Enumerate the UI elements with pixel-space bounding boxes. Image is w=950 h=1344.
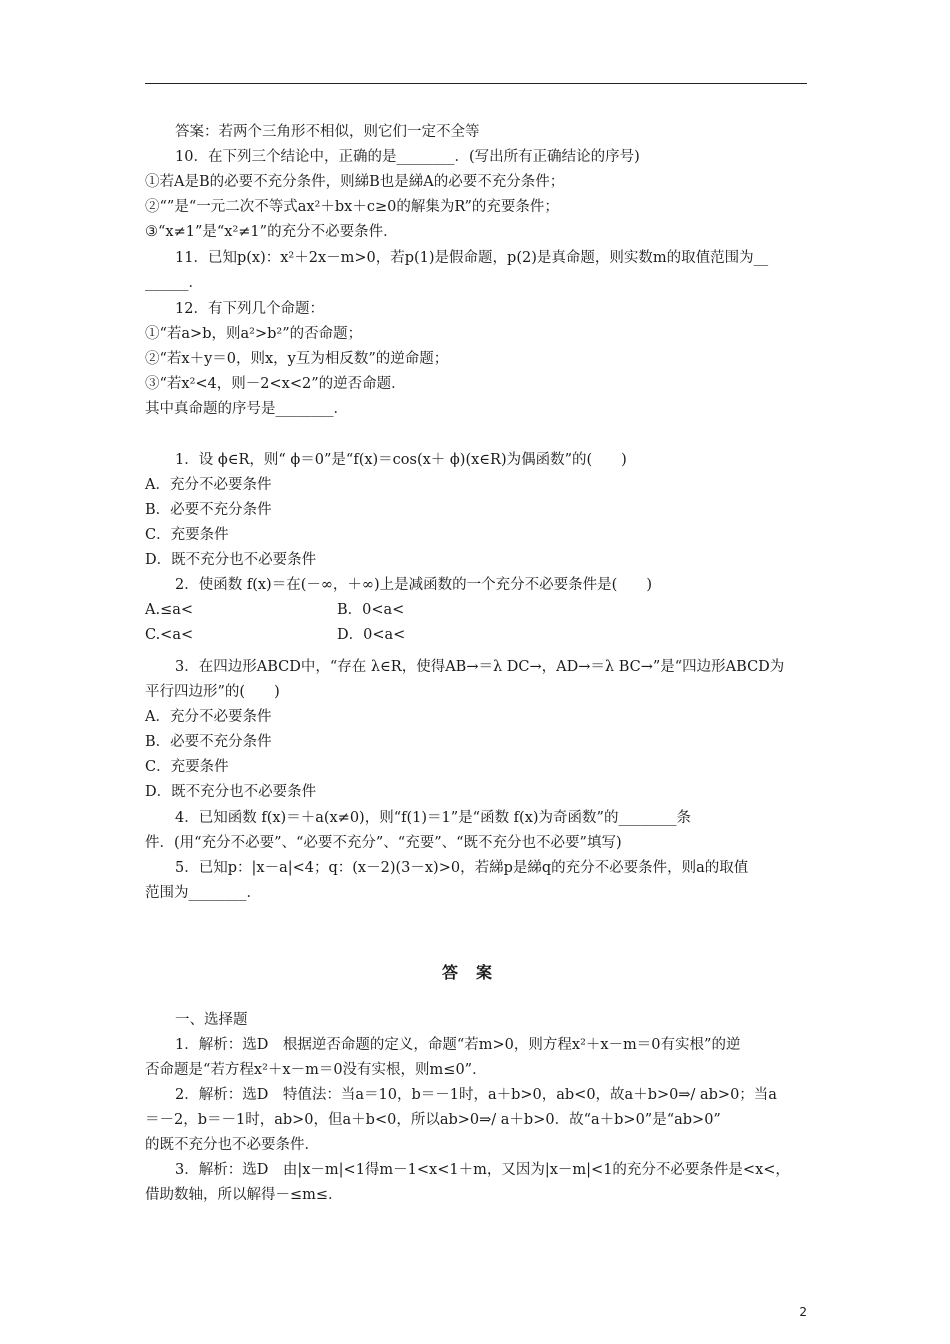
option-d: D．既不充分也不必要条件	[145, 552, 317, 568]
text-line: 其中真命题的序号是________．	[145, 401, 348, 417]
text-line: ①若A是B的必要不充分条件，则綈B也是綈A的必要不充分条件；	[145, 174, 565, 190]
text-line: ＝－2，b＝－1时，ab>0，但a＋b<0，所以ab>0⇒/ a＋b>0．故“a＋b>0”是“ab>0”	[145, 1112, 721, 1128]
text-line: 的既不充分也不必要条件．	[145, 1137, 319, 1153]
option-a: A．充分不必要条件	[145, 477, 272, 493]
option-c: C．充要条件	[145, 759, 229, 775]
text-line: ③“若x²<4，则－2<x<2”的逆否命题．	[145, 376, 406, 392]
option-a: A.≤a<	[145, 602, 194, 618]
question-3: 3．在四边形ABCD中，“存在 λ∈R，使得AB→＝λ DC→，AD→＝λ BC→”是“四边形ABCD为	[175, 659, 785, 675]
option-d: D．0<a<	[337, 627, 406, 643]
question-11: 11．已知p(x)：x²＋2x－m>0，若p(1)是假命题，p(2)是真命题，则实数m的取值范围为__	[175, 250, 769, 266]
option-d: D．既不充分也不必要条件	[145, 784, 317, 800]
text-line: 答案：若两个三角形不相似，则它们一定不全等	[175, 124, 480, 140]
question-1: 1．设 ϕ∈R，则“ ϕ＝0”是“f(x)＝cos(x＋ ϕ)(x∈R)为偶函数”的( )	[175, 452, 627, 468]
question-4: 4．已知函数 f(x)＝＋a(x≠0)，则“f(1)＝1”是“函数 f(x)为奇函数”的________条	[175, 810, 691, 826]
option-a: A．充分不必要条件	[145, 709, 272, 725]
text-line: 否命题是“若方程x²＋x－m＝0没有实根，则m≤0”．	[145, 1062, 487, 1078]
option-b: B．必要不充分条件	[145, 502, 272, 518]
section-heading: 一、选择题	[175, 1012, 248, 1028]
option-c: C.<a<	[145, 627, 194, 643]
text-line: 件．(用“充分不必要”、“必要不充分”、“充要”、“既不充分也不必要”填写)	[145, 835, 622, 851]
text-line: ③“x≠1”是“x²≠1”的充分不必要条件．	[145, 224, 398, 240]
option-b: B．必要不充分条件	[145, 734, 272, 750]
text-line: 平行四边形”的( )	[145, 684, 280, 700]
text-line: ①“若a>b，则a²>b²”的否命题；	[145, 326, 363, 342]
question-12: 12．有下列几个命题：	[175, 301, 324, 317]
solution-1: 1．解析：选D 根据逆否命题的定义，命题“若m>0，则方程x²＋x－m＝0有实根”的逆	[175, 1037, 741, 1053]
text-line: ②“”是“一元二次不等式ax²＋bx＋c≥0的解集为R”的充要条件；	[145, 199, 559, 215]
option-b: B．0<a<	[337, 602, 405, 618]
text-line: ②“若x＋y＝0，则x，y互为相反数”的逆命题；	[145, 351, 449, 367]
question-10: 10．在下列三个结论中，正确的是________．(写出所有正确结论的序号)	[175, 149, 640, 165]
text-line: 范围为________．	[145, 885, 261, 901]
question-5: 5．已知p：|x－a|<4；q：(x－2)(3－x)>0，若綈p是綈q的充分不必要条件，则a的取值	[175, 860, 749, 876]
page-number: 2	[799, 1305, 807, 1319]
solution-3: 3．解析：选D 由|x－m|<1得m－1<x<1＋m，又因为|x－m|<1的充分不必要条件是<x<，	[175, 1162, 790, 1178]
text-line: 借助数轴，所以解得－≤m≤．	[145, 1187, 343, 1203]
question-2: 2．使函数 f(x)＝在(－∞，＋∞)上是减函数的一个充分不必要条件是( )	[175, 577, 652, 593]
solution-2: 2．解析：选D 特值法：当a＝10，b＝－1时，a＋b>0，ab<0，故a＋b>0⇒/ ab>0；当a	[175, 1087, 777, 1103]
text-line: ______．	[145, 275, 203, 291]
answer-heading: 答案	[441, 963, 510, 982]
option-c: C．充要条件	[145, 527, 229, 543]
header-rule	[145, 83, 807, 84]
